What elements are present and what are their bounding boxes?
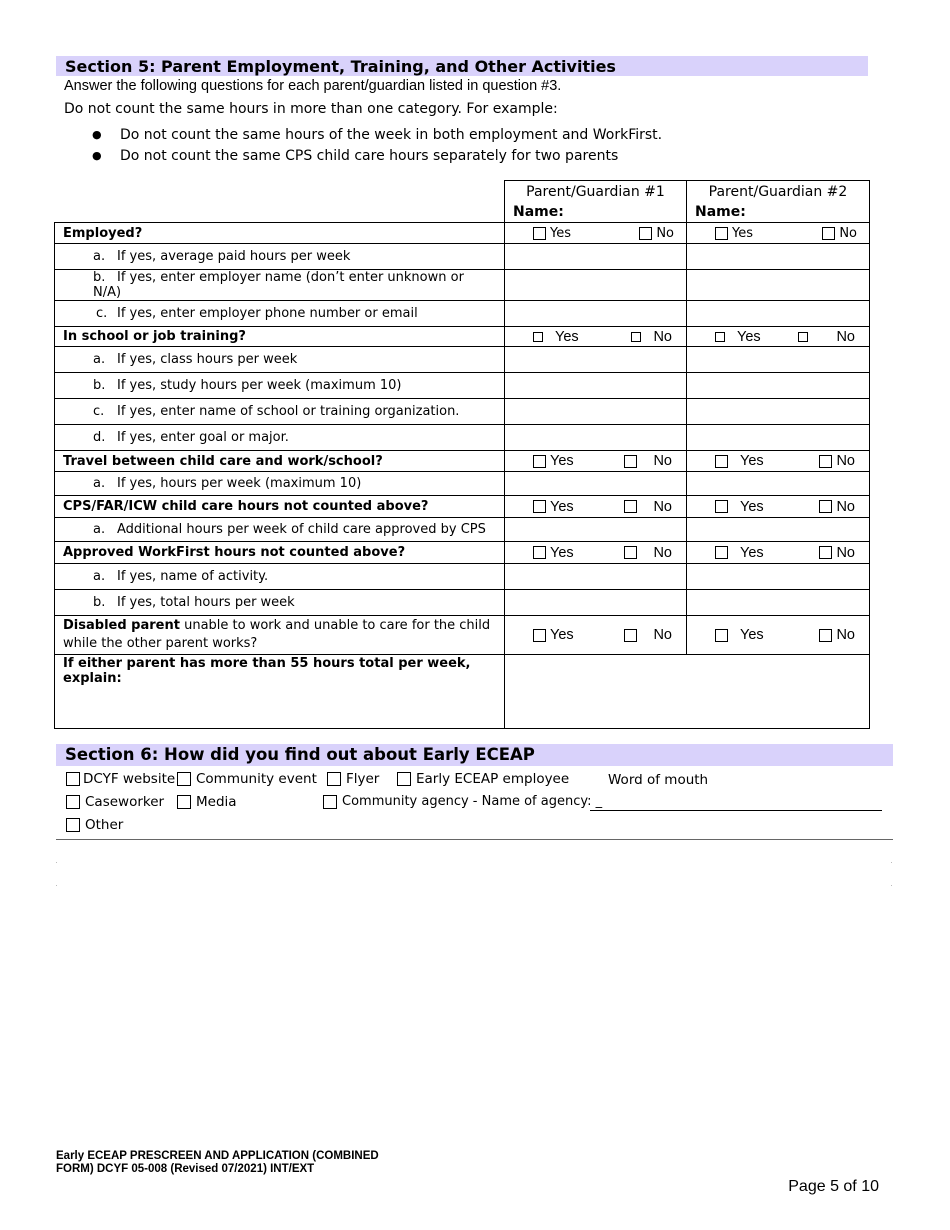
item-letter: a. <box>93 569 106 584</box>
item-text: If yes, name of activity. <box>117 569 269 584</box>
section-5-header: Section 5: Parent Employment, Training, and Other Activities <box>56 56 868 76</box>
item-text: If yes, enter goal or major. <box>117 430 289 445</box>
section-6-header: Section 6: How did you find out about Early ECEAP <box>56 744 893 766</box>
parent-1-workfirst-cell <box>505 542 687 564</box>
parent-2-header <box>687 181 870 223</box>
parent-2-name-label[interactable]: Name: <box>695 204 746 220</box>
checkbox-icon[interactable] <box>177 795 191 809</box>
parent-1-workfirst-no[interactable] <box>624 545 672 561</box>
parent-1-disabled-yes[interactable] <box>533 627 574 643</box>
table-row <box>55 564 870 590</box>
no-label: No <box>836 328 855 345</box>
travel-a-label <box>55 472 505 496</box>
parent-2-employer-name-field[interactable] <box>687 270 870 301</box>
parent-2-school-cell <box>687 327 870 347</box>
parent-2-cps-cell <box>687 496 870 518</box>
form-footer-line-1: Early ECEAP PRESCREEN AND APPLICATION (COMBINED <box>56 1150 379 1162</box>
checkbox-icon[interactable] <box>533 500 546 513</box>
checkbox-icon[interactable] <box>624 500 637 513</box>
disabled-parent-question <box>55 616 505 655</box>
item-letter: b. <box>93 270 106 285</box>
workfirst-a-label <box>55 564 505 590</box>
caseworker-option[interactable] <box>66 794 164 810</box>
parent-2-cps-no[interactable] <box>819 499 855 515</box>
parent-2-study-hours-field[interactable] <box>687 373 870 399</box>
bullet-item <box>92 148 618 164</box>
checkbox-icon[interactable] <box>533 629 546 642</box>
dcyf-website-option[interactable] <box>66 771 175 787</box>
checkbox-icon[interactable] <box>819 455 832 468</box>
community-event-option[interactable] <box>177 771 317 787</box>
parent-2-workfirst-hours-field[interactable] <box>687 590 870 616</box>
option-label: Flyer <box>346 771 380 787</box>
parent-2-cps-hours-field[interactable] <box>687 518 870 542</box>
bullet-text: Do not count the same hours of the week in both employment and WorkFirst. <box>120 127 663 143</box>
checkbox-icon[interactable] <box>819 546 832 559</box>
item-text: If yes, class hours per week <box>117 352 298 367</box>
item-text: If yes, study hours per week (maximum 10) <box>117 378 402 393</box>
no-label: No <box>653 328 672 345</box>
checkbox-icon[interactable] <box>66 818 80 832</box>
no-label: No <box>836 627 855 643</box>
parent-2-heading: Parent/Guardian #2 <box>708 184 848 200</box>
table-row <box>55 590 870 616</box>
checkbox-icon[interactable] <box>533 227 546 240</box>
table-header-row <box>55 181 870 223</box>
table-row <box>55 223 870 244</box>
checkbox-icon[interactable] <box>66 795 80 809</box>
header-blank-cell <box>55 181 505 223</box>
table-row <box>55 270 870 301</box>
checkbox-icon[interactable] <box>715 227 728 240</box>
parent-1-workfirst-yes[interactable] <box>533 545 574 561</box>
page-number: Page 5 of 10 <box>788 1178 879 1195</box>
parent-1-goal-field[interactable] <box>505 425 687 451</box>
parent-2-workfirst-cell <box>687 542 870 564</box>
checkbox-icon[interactable] <box>631 332 641 342</box>
parent-2-travel-no[interactable] <box>819 453 855 469</box>
parent-2-travel-yes[interactable] <box>715 453 764 469</box>
table-row <box>55 373 870 399</box>
parent-1-workfirst-hours-field[interactable] <box>505 590 687 616</box>
cps-a-label <box>55 518 505 542</box>
parent-2-workfirst-yes[interactable] <box>715 545 764 561</box>
parent-1-cps-no[interactable] <box>624 499 672 515</box>
checkbox-icon[interactable] <box>715 455 728 468</box>
parent-2-travel-hours-field[interactable] <box>687 472 870 496</box>
other-option[interactable] <box>66 817 123 833</box>
word-of-mouth-option[interactable] <box>608 772 708 788</box>
parent-1-travel-cell <box>505 451 687 472</box>
item-letter: a. <box>93 249 106 264</box>
yes-label: Yes <box>550 627 574 643</box>
yes-label: Yes <box>550 544 574 561</box>
yes-label: Yes <box>740 498 764 515</box>
agency-name-field[interactable] <box>590 810 882 811</box>
option-label: Community agency - Name of agency: _ <box>342 794 603 809</box>
parent-1-employed-yes[interactable] <box>533 226 571 241</box>
parent-1-name-label[interactable]: Name: <box>513 204 564 220</box>
table-row <box>55 301 870 327</box>
parent-2-disabled-no[interactable] <box>819 627 855 643</box>
option-label: Community event <box>196 771 317 787</box>
item-text: Additional hours per week of child care approved by CPS <box>117 522 486 537</box>
parent-1-employer-name-field[interactable] <box>505 270 687 301</box>
parent-activities-table <box>54 180 870 729</box>
parent-1-class-hours-field[interactable] <box>505 347 687 373</box>
parent-1-school-no[interactable] <box>631 329 672 345</box>
item-letter: d. <box>93 430 106 445</box>
parent-1-school-cell <box>505 327 687 347</box>
yes-label: Yes <box>732 225 753 241</box>
table-row <box>55 327 870 347</box>
travel-question: Travel between child care and work/school? <box>55 451 505 472</box>
parent-1-cps-cell <box>505 496 687 518</box>
checkbox-icon[interactable] <box>639 227 652 240</box>
parent-2-paid-hours-field[interactable] <box>687 244 870 270</box>
checkbox-icon[interactable] <box>533 455 546 468</box>
parent-2-workfirst-no[interactable] <box>819 545 855 561</box>
school-b-label <box>55 373 505 399</box>
option-label: Caseworker <box>85 794 165 810</box>
employed-question: Employed? <box>55 223 505 244</box>
no-label: No <box>656 225 674 241</box>
cps-question: CPS/FAR/ICW child care hours not counted above? <box>55 496 505 518</box>
checkbox-icon[interactable] <box>715 332 725 342</box>
checkbox-icon[interactable] <box>66 772 80 786</box>
bullet-icon: ● <box>92 128 102 141</box>
parent-2-disabled-yes[interactable] <box>715 627 764 643</box>
item-text: If yes, enter name of school or training organization. <box>117 404 460 419</box>
item-text: If yes, enter employer phone number or email <box>117 306 418 321</box>
parent-1-paid-hours-field[interactable] <box>505 244 687 270</box>
item-text: If yes, total hours per week <box>117 595 295 610</box>
item-letter: a. <box>93 522 106 537</box>
school-c-label <box>55 399 505 425</box>
employed-a-label <box>55 244 505 270</box>
no-label: No <box>836 544 855 561</box>
checkbox-icon[interactable] <box>397 772 411 786</box>
option-label: Other <box>85 817 124 833</box>
parent-2-disabled-cell <box>687 616 870 655</box>
checkbox-icon[interactable] <box>533 546 546 559</box>
section-5-instruction: Do not count the same hours in more than one category. For example: <box>64 101 558 117</box>
parent-1-header <box>505 181 687 223</box>
no-label: No <box>653 544 672 561</box>
parent-2-class-hours-field[interactable] <box>687 347 870 373</box>
no-label: No <box>653 627 672 643</box>
checkbox-icon[interactable] <box>715 500 728 513</box>
table-row <box>55 347 870 373</box>
checkbox-icon[interactable] <box>533 332 543 342</box>
no-label: No <box>836 453 855 469</box>
employed-c-label <box>55 301 505 327</box>
no-label: No <box>653 453 672 469</box>
no-label: No <box>836 498 855 515</box>
yes-label: Yes <box>740 453 764 469</box>
table-row <box>55 518 870 542</box>
checkbox-icon[interactable] <box>624 455 637 468</box>
disabled-parent-text: unable to work and unable to care for the child while the other parent works? <box>63 618 491 651</box>
checkbox-icon[interactable] <box>624 546 637 559</box>
no-label: No <box>839 225 857 241</box>
media-option[interactable] <box>177 794 237 810</box>
parent-1-school-name-field[interactable] <box>505 399 687 425</box>
parent-1-travel-hours-field[interactable] <box>505 472 687 496</box>
option-label: Word of mouth <box>608 772 709 788</box>
yes-label: Yes <box>550 453 574 469</box>
yes-label: Yes <box>737 328 761 345</box>
school-a-label <box>55 347 505 373</box>
parent-1-travel-no[interactable] <box>624 453 672 469</box>
checkbox-icon[interactable] <box>715 546 728 559</box>
scan-speck <box>56 885 57 886</box>
scan-speck <box>891 862 892 863</box>
school-d-label <box>55 425 505 451</box>
community-agency-option[interactable] <box>323 794 602 809</box>
parent-2-employed-cell <box>687 223 870 244</box>
over-55-hours-explanation-field[interactable] <box>505 655 870 729</box>
item-text: If yes, enter employer name (don’t enter unknown or N/A) <box>93 270 464 300</box>
parent-1-employer-contact-field[interactable] <box>505 301 687 327</box>
employed-b-label <box>55 270 505 301</box>
parent-1-cps-yes[interactable] <box>533 499 574 515</box>
workfirst-b-label <box>55 590 505 616</box>
parent-1-disabled-no[interactable] <box>624 627 672 643</box>
scan-speck <box>891 885 892 886</box>
table-row <box>55 451 870 472</box>
parent-1-cps-hours-field[interactable] <box>505 518 687 542</box>
yes-label: Yes <box>550 498 574 515</box>
yes-label: Yes <box>740 544 764 561</box>
table-row <box>55 425 870 451</box>
checkbox-icon[interactable] <box>819 629 832 642</box>
item-letter: a. <box>93 476 106 491</box>
item-letter: c. <box>96 306 108 321</box>
parent-2-employed-yes[interactable] <box>715 226 753 241</box>
table-row <box>55 244 870 270</box>
table-row <box>55 496 870 518</box>
bullet-icon: ● <box>92 149 102 162</box>
parent-2-goal-field[interactable] <box>687 425 870 451</box>
item-letter: b. <box>93 378 106 393</box>
no-label: No <box>653 498 672 515</box>
parent-2-employer-contact-field[interactable] <box>687 301 870 327</box>
parent-1-heading: Parent/Guardian #1 <box>526 184 665 200</box>
checkbox-icon[interactable] <box>323 795 337 809</box>
table-row <box>55 542 870 564</box>
yes-label: Yes <box>555 328 579 345</box>
item-letter: c. <box>93 404 105 419</box>
checkbox-icon[interactable] <box>177 772 191 786</box>
parent-1-employed-cell <box>505 223 687 244</box>
parent-1-activity-name-field[interactable] <box>505 564 687 590</box>
scan-speck <box>56 862 57 863</box>
option-label: Early ECEAP employee <box>416 771 570 787</box>
option-label: DCYF website <box>83 771 176 787</box>
yes-label: Yes <box>550 225 571 241</box>
parent-2-school-yes[interactable] <box>715 329 761 345</box>
table-row <box>55 616 870 655</box>
parent-1-school-yes[interactable] <box>533 329 579 345</box>
parent-2-school-name-field[interactable] <box>687 399 870 425</box>
section-6-divider <box>56 839 893 840</box>
option-label: Media <box>196 794 237 810</box>
form-footer-line-2: FORM) DCYF 05-008 (Revised 07/2021) INT/EXT <box>56 1163 315 1175</box>
bullet-text: Do not count the same CPS child care hours separately for two parents <box>120 148 619 164</box>
parent-2-cps-yes[interactable] <box>715 499 764 515</box>
over-55-hours-question: If either parent has more than 55 hours total per week, explain: <box>55 655 505 729</box>
table-row <box>55 472 870 496</box>
parent-1-employed-no[interactable] <box>639 226 674 241</box>
item-text: If yes, hours per week (maximum 10) <box>117 476 362 491</box>
eceap-employee-option[interactable] <box>397 771 569 787</box>
parent-1-study-hours-field[interactable] <box>505 373 687 399</box>
parent-2-employed-no[interactable] <box>822 226 857 241</box>
item-letter: b. <box>93 595 106 610</box>
parent-2-school-no[interactable] <box>798 329 855 345</box>
parent-2-travel-cell <box>687 451 870 472</box>
parent-1-travel-yes[interactable] <box>533 453 574 469</box>
table-row <box>55 655 870 729</box>
checkbox-icon[interactable] <box>715 629 728 642</box>
item-text: If yes, average paid hours per week <box>117 249 351 264</box>
flyer-option[interactable] <box>327 771 379 787</box>
parent-1-disabled-cell <box>505 616 687 655</box>
disabled-parent-bold: Disabled parent <box>63 618 180 633</box>
bullet-item <box>92 127 662 143</box>
school-question: In school or job training? <box>55 327 505 347</box>
workfirst-question: Approved WorkFirst hours not counted above? <box>55 542 505 564</box>
checkbox-icon[interactable] <box>327 772 341 786</box>
item-letter: a. <box>93 352 106 367</box>
checkbox-icon[interactable] <box>819 500 832 513</box>
form-footer <box>56 1150 379 1176</box>
checkbox-icon[interactable] <box>798 332 808 342</box>
yes-label: Yes <box>740 627 764 643</box>
checkbox-icon[interactable] <box>624 629 637 642</box>
table-row <box>55 399 870 425</box>
parent-2-activity-name-field[interactable] <box>687 564 870 590</box>
section-5-intro: Answer the following questions for each parent/guardian listed in question #3. <box>64 78 562 94</box>
checkbox-icon[interactable] <box>822 227 835 240</box>
